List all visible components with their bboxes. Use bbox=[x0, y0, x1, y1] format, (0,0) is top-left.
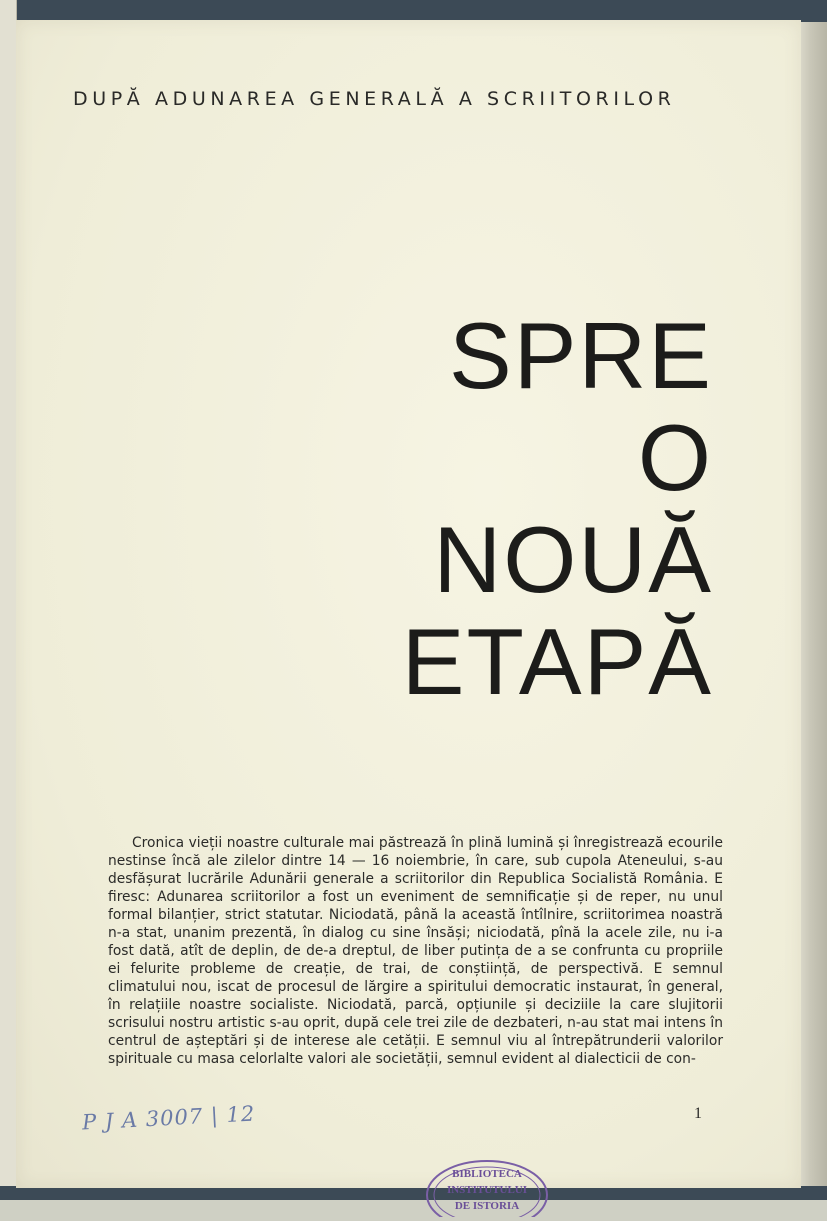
stamp-line-2: INSTITUTULUI bbox=[446, 1184, 528, 1196]
article-body: Cronica vieții noastre culturale mai păstrează în plină lumină și înregistrează ecourile nestinse încă ale zilelor dintre 14 — 16 noiembrie, în care, sub cupola Ateneului, s-au desfășurat lucrările Adunării generale a scriitorilor din Republica Socialistă România. E firesc: Adunarea scriitorilor a fost un eveniment de semnificație și de reper, nu unul formal bilanțier, strict statutar. Niciodată, până la această întîlnire, scriitorimea noastră n-a stat, unanim prezentă, în dialog cu sine însăși; niciodată, pînă la acele zile, nu i-a fost dată, atît de deplin, de de-a dreptul, de liber putința de a se confrunta cu propriile ei felurite probleme de creație, de trai, de conștiință, de perspectivă. E semnul climatului nou, iscat de procesul de lărgire a spiritului democratic instaurat, în general, în relațiile noastre socialiste. Niciodată, parcă, opțiunile și deciziile la care slujitorii scrisului nostru artistic s-au oprit, după cele trei zile de dezbateri, n-au stat mai intens în centrul de așteptări și de interese ale cetății. E semnul viu al întrepătrunderii valorilor spirituale cu masa celorlalte valori ale societății, semnul evident al dialecticii de con- bbox=[108, 835, 723, 1067]
library-stamp-icon bbox=[424, 1155, 550, 1217]
stamp-line-1: BIBLIOTECA bbox=[452, 1168, 522, 1180]
title-line-4: ETAPĂ bbox=[401, 609, 713, 714]
top-binding-strip bbox=[0, 0, 827, 22]
left-binding-edge bbox=[0, 0, 17, 1200]
bottom-binding-strip bbox=[0, 1186, 827, 1200]
title-line-3: NOUĂ bbox=[433, 507, 713, 612]
library-stamp bbox=[424, 1155, 550, 1217]
stamp-line-3: DE ISTORIA bbox=[454, 1200, 520, 1212]
document-page bbox=[16, 20, 801, 1212]
handwritten-catalog-note: P J A 3007 | 12 bbox=[81, 1101, 256, 1135]
title-line-2: O bbox=[637, 405, 713, 510]
page-number: 1 bbox=[694, 1105, 702, 1122]
title-line-1: SPRE bbox=[449, 303, 713, 408]
page-edges-right bbox=[799, 22, 827, 1200]
supertitle: DUPĂ ADUNAREA GENERALĂ A SCRIITORILOR bbox=[73, 88, 676, 110]
page-title bbox=[402, 305, 713, 713]
